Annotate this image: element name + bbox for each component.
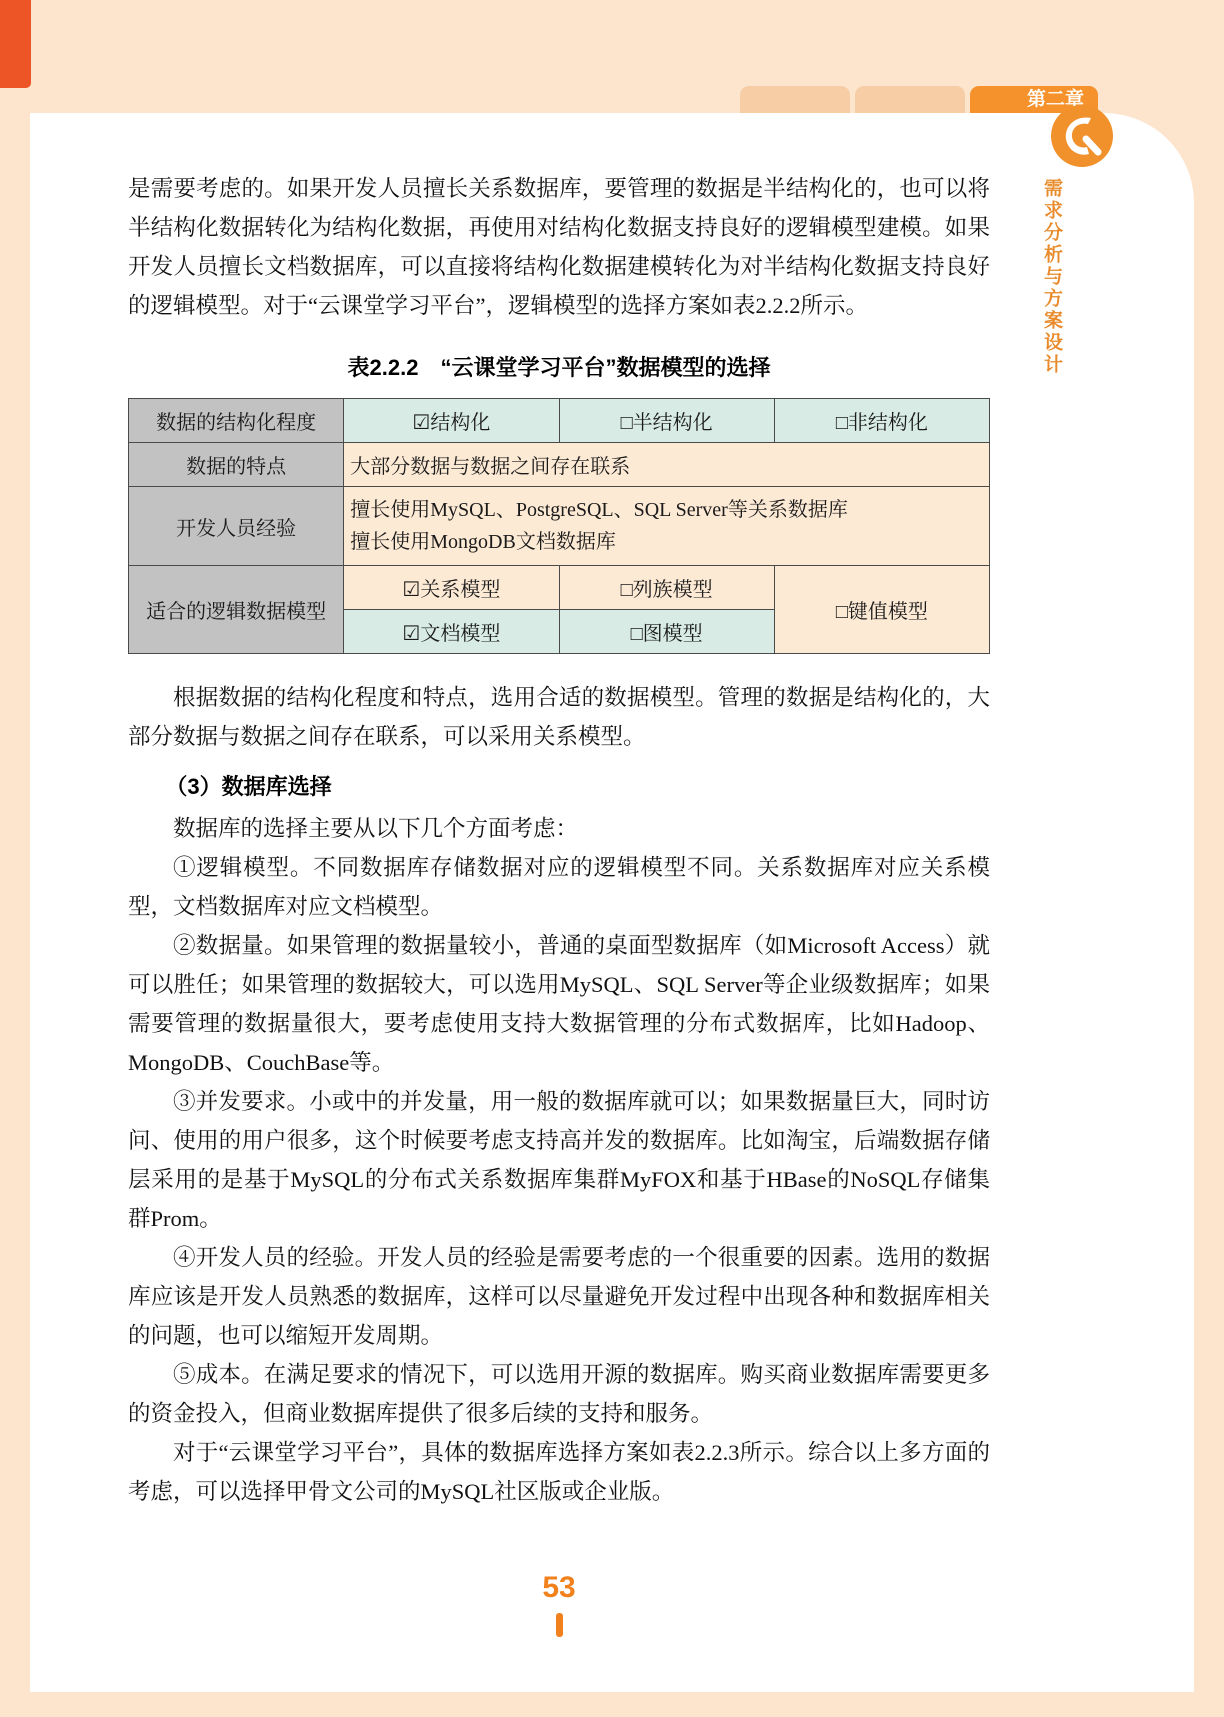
section-heading-database-selection: （3）数据库选择 [165,774,332,799]
row-header-dev-experience: 开发人员经验 [129,487,344,566]
cell-unstructured: □非结构化 [774,399,989,443]
row-header-structure-degree: 数据的结构化程度 [129,399,344,443]
table-row [129,443,990,487]
cell-semi-structured: □半结构化 [559,399,774,443]
cell-relational-model: ☑关系模型 [344,566,559,610]
body-paragraph: 数据库的选择主要从以下几个方面考虑： [173,816,579,841]
body-paragraph: 对于“云课堂学习平台”，具体的数据库选择方案如表2.2.3所示。综合以上多方面的考虑，可以选择甲骨文公司的MySQL社区版或企业版。 [128,1440,990,1504]
magnifier-swoosh-icon [1050,104,1114,168]
page-footer [128,1571,990,1637]
cell-data-traits: 大部分数据与数据之间存在联系 [344,443,990,487]
tab-decor-1 [740,86,850,113]
sidebar-vertical-title: 需求分析与方案设计 [1041,178,1062,376]
header-tabs [740,86,1098,113]
page-number: 53 [542,1571,576,1604]
cell-graph-model: □图模型 [559,610,774,654]
table-title: 表2.2.2 “云课堂学习平台”数据模型的选择 [347,355,771,380]
body-paragraph-after-table: 根据数据的结构化程度和特点，选用合适的数据模型。管理的数据是结构化的，大部分数据与数据之间存在联系，可以采用关系模型。 [128,685,990,749]
content-column [128,113,990,1511]
body-paragraph: ⑤成本。在满足要求的情况下，可以选用开源的数据库。购买商业数据库需要更多的资金投入，但商业数据库提供了很多后续的支持和服务。 [128,1362,990,1426]
tab-decor-2 [855,86,965,113]
corner-accent-block [0,0,31,88]
cell-document-model: ☑文档模型 [344,610,559,654]
data-model-table [128,398,990,654]
page-panel [30,113,1194,1692]
body-paragraph-intro: 是需要考虑的。如果开发人员擅长关系数据库，要管理的数据是半结构化的，也可以将半结构化数据转化为结构化数据，再使用对结构化数据支持良好的逻辑模型建模。如果开发人员擅长文档数据库，可以直接将结构化数据建模转化为对半结构化数据支持良好的逻辑模型。对于“云课堂学习平台”，逻辑模型的选择方案如表2.2.2所示。 [128,176,990,318]
cell-dev-experience [344,487,990,566]
table-row [129,487,990,566]
dev-experience-line-1: 擅长使用MySQL、PostgreSQL、SQL Server等关系数据库 [350,499,848,521]
body-paragraph: ②数据量。如果管理的数据量较小，普通的桌面型数据库（如Microsoft Access）就可以胜任；如果管理的数据较大，可以选用MySQL、SQL Server等企业级数据库；如果需要管理的数据量很大，要考虑使用支持大数据管理的分布式数据库，比如Hadoop、MongoDB、CouchBase等。 [128,933,990,1075]
row-header-logical-model: 适合的逻辑数据模型 [129,566,344,654]
body-paragraph: ①逻辑模型。不同数据库存储数据对应的逻辑模型不同。关系数据库对应关系模型，文档数据库对应文档模型。 [128,855,990,919]
chapter-tab: 第二章 [970,86,1098,113]
body-paragraph: ④开发人员的经验。开发人员的经验是需要考虑的一个很重要的因素。选用的数据库应该是开发人员熟悉的数据库，这样可以尽量避免开发过程中出现各种和数据库相关的问题，也可以缩短开发周期。 [128,1245,990,1348]
cell-key-value-model: □键值模型 [774,566,989,654]
row-header-data-traits: 数据的特点 [129,443,344,487]
cell-structured: ☑结构化 [344,399,559,443]
table-row [129,566,990,610]
page-number-bar [556,1613,563,1637]
cell-column-family-model: □列族模型 [559,566,774,610]
dev-experience-line-2: 擅长使用MongoDB文档数据库 [350,531,616,553]
body-paragraph: ③并发要求。小或中的并发量，用一般的数据库就可以；如果数据量巨大，同时访问、使用的用户很多，这个时候要考虑支持高并发的数据库。比如淘宝，后端数据存储层采用的是基于MySQL的分布式关系数据库集群MyFOX和基于HBase的NoSQL存储集群Prom。 [128,1089,990,1231]
table-row [129,399,990,443]
